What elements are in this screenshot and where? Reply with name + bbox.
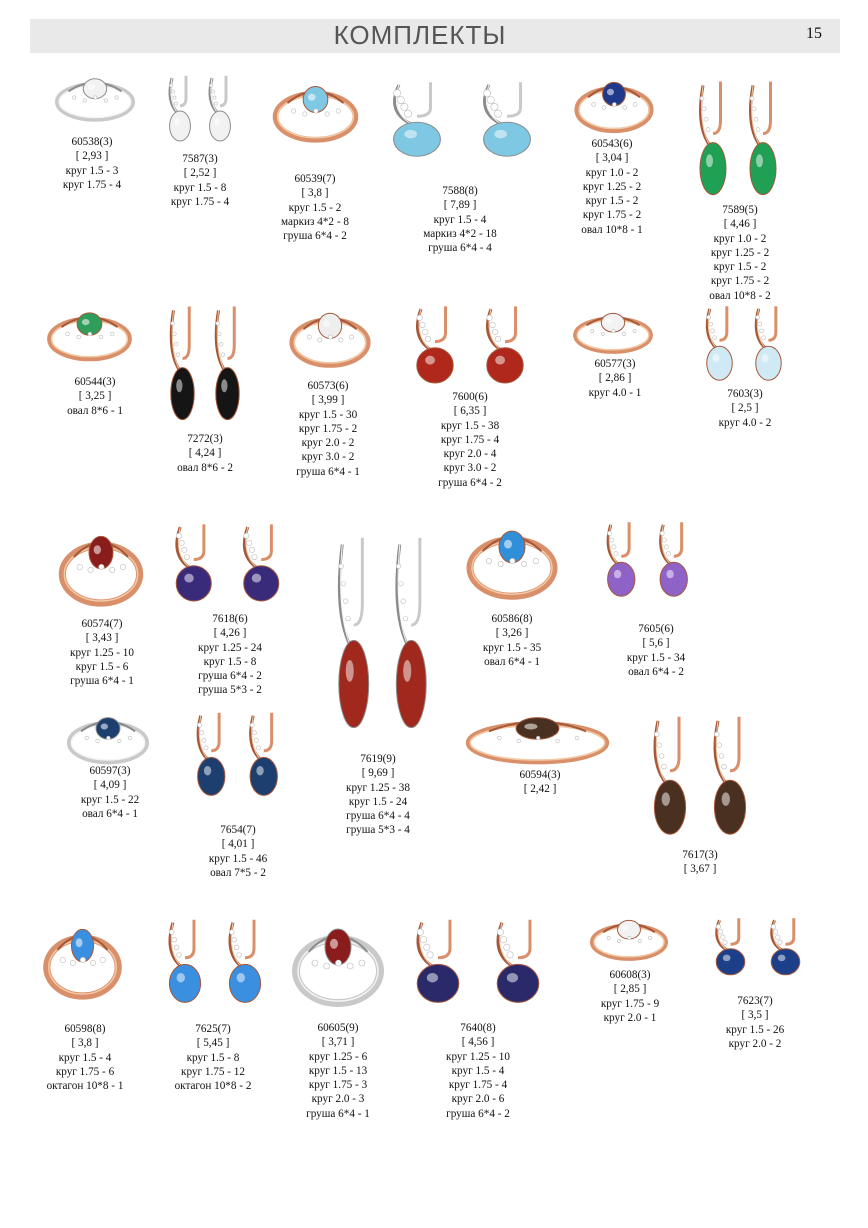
weight-value: [ 3,04 ]: [595, 152, 629, 165]
weight-value: [ 4,01 ]: [221, 838, 255, 851]
weight-value: [ 4,24 ]: [188, 447, 222, 460]
article-code: 60573(6): [307, 380, 349, 392]
ring-image: [50, 70, 140, 125]
article-code: 7603(3): [727, 388, 763, 400]
ring-image: [462, 517, 562, 605]
stone-spec: груша 6*4 - 4: [428, 242, 492, 255]
weight-value: [ 3,5 ]: [741, 1009, 769, 1022]
stone-spec: круг 1.25 - 38: [346, 781, 410, 794]
weight-value: [ 2,85 ]: [613, 983, 647, 996]
earrings-image: [185, 708, 290, 803]
ring-image: [288, 913, 388, 1013]
stone-spec: круг 1.5 - 46: [208, 852, 268, 865]
stone-spec: круг 2.0 - 6: [451, 1093, 505, 1106]
weight-value: [ 3,26 ]: [495, 627, 529, 640]
item-label: [400, 390, 540, 490]
stone-spec: овал 7*5 - 2: [210, 866, 266, 879]
stone-spec: круг 1.25 - 10: [446, 1050, 510, 1063]
stone-spec: круг 1.5 - 22: [80, 793, 140, 806]
ring-image: [455, 708, 620, 768]
article-code: 60577(3): [594, 358, 636, 370]
ring-image: [40, 915, 125, 1005]
ring-image: [62, 708, 154, 768]
stone-spec: круг 2.0 - 2: [728, 1037, 782, 1050]
stone-spec: овал 6*4 - 1: [484, 655, 540, 668]
earrings-image: [703, 915, 813, 980]
stone-spec: груша 6*4 - 2: [438, 476, 502, 489]
item-label: [542, 137, 682, 237]
ring-image: [42, 303, 137, 365]
weight-value: [ 3,8 ]: [301, 187, 329, 200]
weight-value: [ 3,71 ]: [321, 1036, 355, 1049]
stone-spec: овал 6*4 - 1: [82, 807, 138, 820]
article-code: 7619(9): [360, 753, 396, 765]
item-label: [135, 432, 275, 475]
ring-image: [570, 72, 658, 137]
stone-spec: круг 1.5 - 8: [173, 181, 227, 194]
earrings-image: [160, 72, 240, 147]
stone-spec: овал 10*8 - 2: [709, 289, 771, 302]
weight-value: [ 4,46 ]: [723, 218, 757, 231]
stone-spec: круг 1.75 - 3: [308, 1079, 368, 1092]
item-label: [268, 1021, 408, 1121]
weight-value: [ 9,69 ]: [361, 767, 395, 780]
earrings-image: [400, 302, 540, 390]
stone-spec: овал 8*6 - 2: [177, 461, 233, 474]
article-code: 7640(8): [460, 1022, 496, 1034]
stone-spec: круг 1.75 - 9: [600, 997, 660, 1010]
article-code: 60594(3): [519, 769, 561, 781]
item-label: [15, 1022, 155, 1093]
stone-spec: круг 1.0 - 2: [585, 166, 639, 179]
item-label: [390, 184, 530, 255]
ring-image: [568, 305, 658, 357]
earrings-image: [160, 300, 250, 430]
article-code: 7605(6): [638, 623, 674, 635]
weight-value: [ 7,89 ]: [443, 199, 477, 212]
stone-spec: овал 10*8 - 1: [581, 223, 643, 236]
stone-spec: круг 1.25 - 24: [198, 641, 262, 654]
stone-spec: круг 1.75 - 4: [448, 1079, 508, 1092]
item-label: [32, 617, 172, 688]
earrings-image: [325, 527, 440, 745]
item-label: [168, 823, 308, 880]
weight-value: [ 4,26 ]: [213, 627, 247, 640]
weight-value: [ 2,42 ]: [523, 783, 557, 796]
article-code: 60586(8): [491, 613, 533, 625]
stone-spec: груша 6*4 - 4: [346, 810, 410, 823]
article-code: 7623(7): [737, 995, 773, 1007]
stone-spec: круг 1.5 - 8: [203, 655, 257, 668]
stone-spec: маркиз 4*2 - 18: [423, 227, 497, 240]
item-label: [442, 612, 582, 669]
article-code: 60605(9): [317, 1022, 359, 1034]
item-label: [470, 768, 610, 797]
stone-spec: круг 1.5 - 4: [433, 213, 487, 226]
earrings-image: [695, 302, 793, 387]
item-label: [25, 375, 165, 418]
weight-value: [ 3,43 ]: [85, 632, 119, 645]
item-label: [630, 848, 770, 877]
stone-spec: груша 6*4 - 2: [198, 670, 262, 683]
stone-spec: овал 6*4 - 2: [628, 665, 684, 678]
stone-spec: круг 1.75 - 4: [170, 195, 230, 208]
stone-spec: круг 1.5 - 24: [348, 795, 408, 808]
stone-spec: груша 6*4 - 1: [70, 675, 134, 688]
article-code: 60597(3): [89, 765, 131, 777]
article-code: 7600(6): [452, 391, 488, 403]
ring-image: [268, 75, 363, 147]
article-code: 7618(6): [212, 613, 248, 625]
article-code: 60543(6): [591, 138, 633, 150]
weight-value: [ 2,93 ]: [75, 150, 109, 163]
weight-value: [ 2,52 ]: [183, 167, 217, 180]
stone-spec: круг 1.25 - 10: [70, 646, 134, 659]
article-code: 60574(7): [81, 618, 123, 630]
stone-spec: круг 1.5 - 26: [725, 1023, 785, 1036]
item-label: [258, 379, 398, 479]
stone-spec: круг 2.0 - 3: [311, 1093, 365, 1106]
stone-spec: круг 1.0 - 2: [713, 232, 767, 245]
stone-spec: круг 3.0 - 2: [443, 462, 497, 475]
stone-spec: круг 2.0 - 1: [603, 1011, 657, 1024]
stone-spec: маркиз 4*2 - 8: [281, 215, 349, 228]
stone-spec: круг 1.5 - 8: [186, 1051, 240, 1064]
stone-spec: круг 1.75 - 4: [440, 433, 500, 446]
stone-spec: круг 1.5 - 4: [451, 1064, 505, 1077]
stone-spec: круг 1.5 - 3: [65, 164, 119, 177]
ring-image: [55, 522, 147, 612]
article-code: 7589(5): [722, 204, 758, 216]
weight-value: [ 3,8 ]: [71, 1037, 99, 1050]
earrings-image: [372, 78, 552, 163]
item-label: [143, 1022, 283, 1093]
item-label: [685, 994, 825, 1051]
article-code: 60539(7): [294, 173, 336, 185]
earrings-image: [640, 710, 760, 845]
article-code: 60544(3): [74, 376, 116, 388]
stone-spec: круг 1.5 - 34: [626, 651, 686, 664]
article-code: 7617(3): [682, 849, 718, 861]
stone-spec: круг 1.75 - 6: [55, 1065, 115, 1078]
item-label: [670, 203, 810, 303]
stone-spec: октагон 10*8 - 1: [46, 1080, 124, 1093]
stone-spec: круг 3.0 - 2: [301, 451, 355, 464]
stone-spec: круг 4.0 - 1: [588, 386, 642, 399]
stone-spec: круг 1.5 - 13: [308, 1064, 368, 1077]
stone-spec: круг 1.5 - 2: [713, 261, 767, 274]
stone-spec: круг 1.5 - 2: [585, 195, 639, 208]
article-code: 7654(7): [220, 824, 256, 836]
stone-spec: груша 6*4 - 2: [446, 1107, 510, 1120]
stone-spec: круг 1.5 - 2: [288, 201, 342, 214]
article-code: 60598(8): [64, 1023, 106, 1035]
article-code: 7587(3): [182, 153, 218, 165]
weight-value: [ 5,45 ]: [196, 1037, 230, 1050]
stone-spec: круг 2.0 - 2: [301, 437, 355, 450]
stone-spec: груша 5*3 - 4: [346, 824, 410, 837]
earrings-image: [155, 915, 275, 1010]
stone-spec: круг 1.75 - 2: [298, 422, 358, 435]
article-code: 7625(7): [195, 1023, 231, 1035]
item-label: [545, 357, 685, 400]
item-label: [560, 968, 700, 1025]
item-label: [408, 1021, 548, 1121]
stone-spec: круг 1.5 - 6: [75, 660, 129, 673]
weight-value: [ 3,99 ]: [311, 394, 345, 407]
earrings-image: [595, 518, 700, 603]
stone-spec: круг 1.5 - 38: [440, 419, 500, 432]
stone-spec: груша 5*3 - 2: [198, 684, 262, 697]
stone-spec: круг 1.75 - 2: [710, 275, 770, 288]
page-title: КОМПЛЕКТЫ: [333, 20, 507, 50]
stone-spec: круг 1.75 - 2: [582, 209, 642, 222]
earrings-image: [688, 75, 788, 205]
article-code: 60538(3): [71, 136, 113, 148]
item-label: [40, 764, 180, 821]
stone-spec: круг 1.5 - 35: [482, 641, 542, 654]
weight-value: [ 5,6 ]: [642, 637, 670, 650]
article-code: 7588(8): [442, 185, 478, 197]
stone-spec: круг 1.5 - 30: [298, 408, 358, 421]
weight-value: [ 3,67 ]: [683, 863, 717, 876]
item-label: [675, 387, 815, 430]
weight-value: [ 4,09 ]: [93, 779, 127, 792]
ring-image: [585, 912, 673, 964]
stone-spec: круг 1.5 - 4: [58, 1051, 112, 1064]
weight-value: [ 4,56 ]: [461, 1036, 495, 1049]
item-label: [245, 172, 385, 243]
weight-value: [ 3,25 ]: [78, 390, 112, 403]
ring-image: [285, 302, 375, 372]
weight-value: [ 2,86 ]: [598, 372, 632, 385]
stone-spec: круг 4.0 - 2: [718, 416, 772, 429]
stone-spec: круг 2.0 - 4: [443, 448, 497, 461]
weight-value: [ 6,35 ]: [453, 405, 487, 418]
item-label: [160, 612, 300, 698]
earrings-image: [160, 520, 295, 608]
stone-spec: октагон 10*8 - 2: [174, 1080, 252, 1093]
stone-spec: груша 6*4 - 2: [283, 230, 347, 243]
stone-spec: круг 1.25 - 2: [582, 180, 642, 193]
stone-spec: круг 1.75 - 4: [62, 178, 122, 191]
stone-spec: круг 1.75 - 12: [181, 1065, 245, 1078]
stone-spec: груша 6*4 - 1: [306, 1107, 370, 1120]
earrings-image: [398, 915, 558, 1010]
stone-spec: овал 8*6 - 1: [67, 404, 123, 417]
stone-spec: груша 6*4 - 1: [296, 465, 360, 478]
weight-value: [ 2,5 ]: [731, 402, 759, 415]
stone-spec: круг 1.25 - 6: [308, 1050, 368, 1063]
item-label: [586, 622, 726, 679]
item-label: [308, 752, 448, 838]
page-number: 15: [806, 25, 822, 42]
article-code: 7272(3): [187, 433, 223, 445]
stone-spec: круг 1.25 - 2: [710, 246, 770, 259]
article-code: 60608(3): [609, 969, 651, 981]
